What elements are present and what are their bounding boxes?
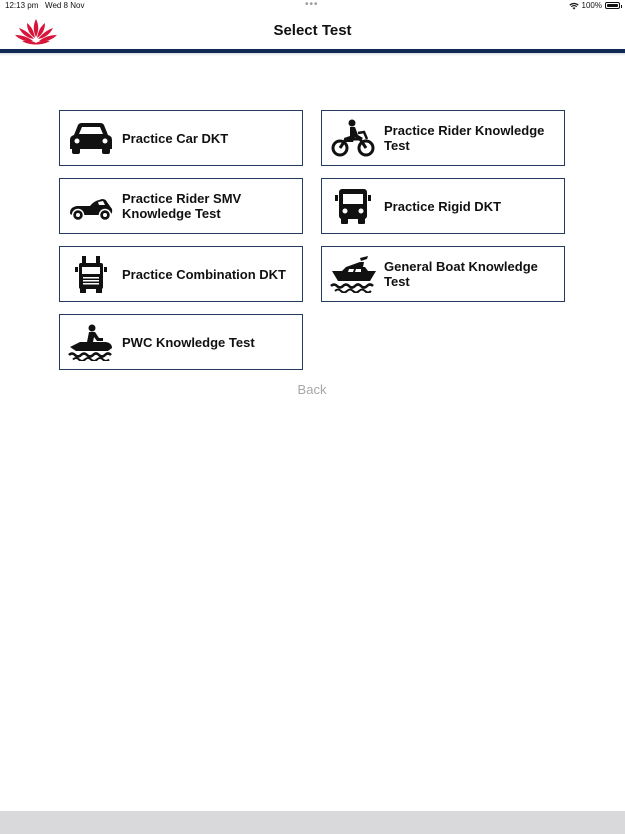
status-bar (0, 0, 625, 12)
header-shadow (0, 53, 625, 56)
semi-truck-icon (68, 255, 114, 293)
page-title: Select Test (273, 22, 352, 39)
pwc-knowledge-test-button[interactable] (59, 314, 303, 370)
practice-car-dkt-button[interactable] (59, 110, 303, 166)
jet-ski-icon (68, 323, 114, 361)
test-label: Practice Rider SMV Knowledge Test (122, 191, 242, 221)
test-label: PWC Knowledge Test (122, 334, 255, 350)
header (0, 12, 625, 50)
battery-percentage: 100% (581, 1, 602, 10)
practice-rider-knowledge-test-button[interactable] (321, 110, 565, 166)
motorcycle-rider-icon (330, 119, 376, 157)
test-label: Practice Combination DKT (122, 266, 286, 282)
practice-rider-smv-knowledge-test-button[interactable] (59, 178, 303, 234)
back-button[interactable]: Back (297, 382, 327, 397)
test-label: General Boat Knowledge Test (384, 259, 538, 289)
test-label: Practice Rider Knowledge Test (384, 123, 545, 153)
practice-rigid-dkt-button[interactable] (321, 178, 565, 234)
test-label: Practice Rigid DKT (384, 198, 502, 214)
wifi-icon (569, 2, 579, 10)
battery-icon (605, 2, 620, 9)
boat-icon (330, 255, 376, 293)
status-time: 12:13 pm Wed 8 Nov (5, 1, 85, 10)
multitasking-dots: ••• (305, 0, 319, 10)
car-icon (68, 119, 114, 157)
status-indicators (569, 1, 620, 10)
scooter-icon (68, 187, 114, 225)
test-label: Practice Car DKT (122, 130, 229, 146)
practice-combination-dkt-button[interactable] (59, 246, 303, 302)
rigid-truck-icon (330, 187, 376, 225)
bottom-bar (0, 811, 625, 834)
general-boat-knowledge-test-button[interactable] (321, 246, 565, 302)
